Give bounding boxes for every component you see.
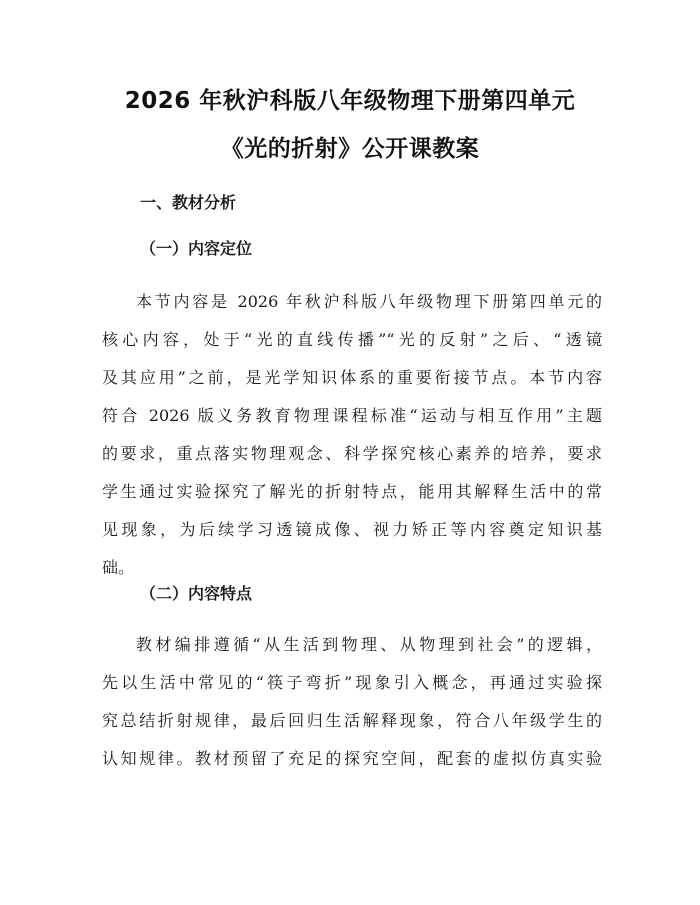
paragraph-line: 础。 (102, 558, 135, 577)
subsection-heading-content-features: （二）内容特点 (140, 584, 253, 603)
paragraph-line: 见现象，为后续学习透镜成像、视力矫正等内容奠定知识基 (102, 520, 602, 539)
paragraph-line: 先以生活中常见的“筷子弯折”现象引入概念，再通过实验探 (102, 673, 602, 692)
section-heading-textbook-analysis: 一、教材分析 (140, 193, 237, 212)
paragraph-content-features (102, 626, 602, 778)
paragraph-line: 究总结折射规律，最后回归生活解释现象，符合八年级学生的 (102, 711, 602, 730)
paragraph-line: 及其应用”之前，是光学知识体系的重要衔接节点。本节内容 (102, 368, 602, 387)
paragraph-line: 教材编排遵循“从生活到物理、从物理到社会”的逻辑， (136, 635, 602, 654)
paragraph-line: 核心内容，处于“光的直线传播”“光的反射”之后、“透镜 (102, 330, 602, 349)
paragraph-line: 认知规律。教材预留了充足的探究空间，配套的虚拟仿真实验 (102, 749, 602, 768)
subsection-heading-content-positioning: （一）内容定位 (140, 239, 253, 258)
paragraph-line: 学生通过实验探究了解光的折射特点，能用其解释生活中的常 (102, 482, 602, 501)
document-title-line-1: 2026 年秋沪科版八年级物理下册第四单元 (124, 88, 576, 114)
paragraph-line: 本节内容是 2026 年秋沪科版八年级物理下册第四单元的 (136, 292, 602, 311)
document-title-line-2: 《光的折射》公开课教案 (220, 136, 480, 162)
paragraph-line: 的要求，重点落实物理观念、科学探究核心素养的培养，要求 (102, 444, 602, 463)
paragraph-line: 符合 2026 版义务教育物理课程标准“运动与相互作用”主题 (102, 406, 602, 425)
paragraph-content-positioning (102, 283, 602, 587)
